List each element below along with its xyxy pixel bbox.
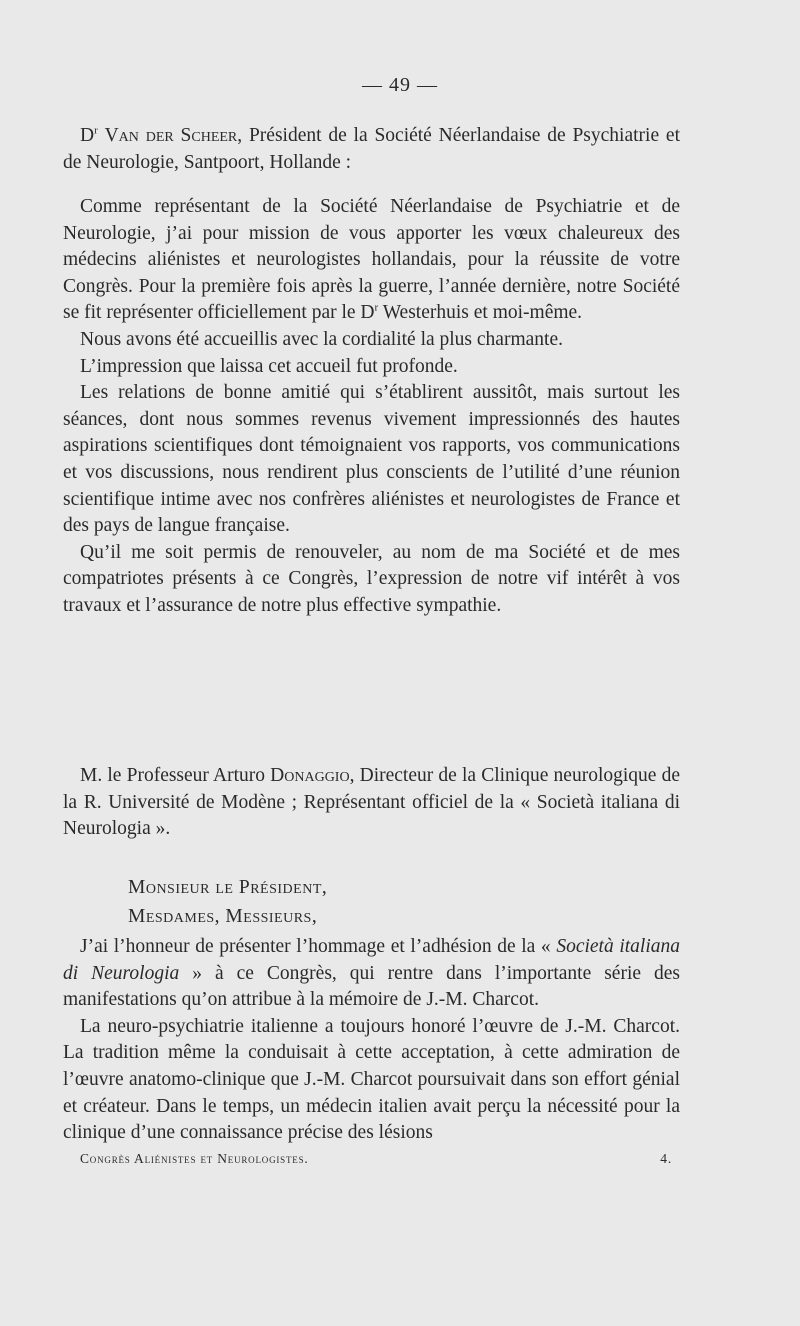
footer-signature: 4.: [660, 1151, 672, 1166]
paragraph: Qu’il me soit permis de renouveler, au nom de ma Société et de mes compatriotes présents à ce Congrès, l’expression de notre vif intérêt à vos travaux et l’assurance de notre plus effective sympathie.: [63, 541, 680, 616]
society-name: Società italiana di Neurologia: [63, 936, 680, 984]
footer-running-title: Congrès Aliénistes et Neurologistes.: [80, 1151, 309, 1166]
speaker-role: , Président de la Société Néerlandaise de Psychiatrie et de Neurologie, Santpoort, Hollande :: [63, 125, 680, 173]
speaker-name: Van der Scheer: [104, 125, 238, 146]
salutation: [128, 873, 327, 931]
paragraph: Nous avons été accueillis avec la cordialité la plus charmante.: [80, 328, 563, 350]
paragraph: Comme représentant de la Société Néerlandaise de Psychiatrie et de Neurologie, j’ai pour mission de vous apporter les vœux chaleureux des médecins aliénistes et neurologistes hollandais, pour la réussite de votre Congrès. Pour la première fois après la guerre, l’année dernière, notre Société se fit représenter officiellement par le $D^r$ Westerhuis et moi-même.: [63, 196, 680, 324]
paragraph: La neuro-psychiatrie italienne a toujours honoré l’œuvre de J.-M. Charcot. La tradition même la conduisait à cette acceptation, à cette admiration de l’œuvre anatomo-clinique que J.-M. Charcot poursuivait dans son effort génial et créateur. Dans le temps, un médecin italien avait perçu la nécessité pour la clinique d’une connaissance précise des lésions: [63, 1015, 680, 1144]
page-number: — 49 —: [362, 74, 438, 96]
salutation-line: Mesdames, Messieurs,: [128, 906, 318, 927]
paragraph: L’impression que laissa cet accueil fut profonde.: [80, 355, 458, 377]
paragraph: J’ai l’honneur de présenter l’hommage et l’adhésion de la « Società italiana di Neurologia » à ce Congrès, qui rentre dans l’importante série des manifestations qu’on attribue à la mémoire de J.-M. Charcot.: [63, 936, 680, 1011]
speaker-heading-2: M. le Professeur Arturo Donaggio, Directeur de la Clinique neurologique de la R. Université de Modène ; Représentant officiel de la « Società italiana di Neurologia ».: [63, 765, 681, 840]
speaker-name: Donaggio: [270, 765, 350, 786]
salutation-line: Monsieur le Président,: [128, 877, 328, 898]
speech-body-1: [63, 194, 680, 620]
speaker-heading-1: [63, 123, 680, 176]
speaker-title: $D^r$: [80, 124, 98, 146]
paragraph: Les relations de bonne amitié qui s’établirent aussitôt, mais surtout les séances, dont nous sommes revenus vivement impressionnés des hautes aspirations scientifiques dont témoignaient vos rapports, vos communications et vos discussions, nous rendirent plus conscients de l’utilité d’une réunion scientifique intime avec nos confrères aliénistes et neurologistes de France et des pays de langue française.: [63, 382, 680, 537]
page-footer: [80, 1151, 672, 1167]
speech-body-2: [63, 934, 680, 1147]
